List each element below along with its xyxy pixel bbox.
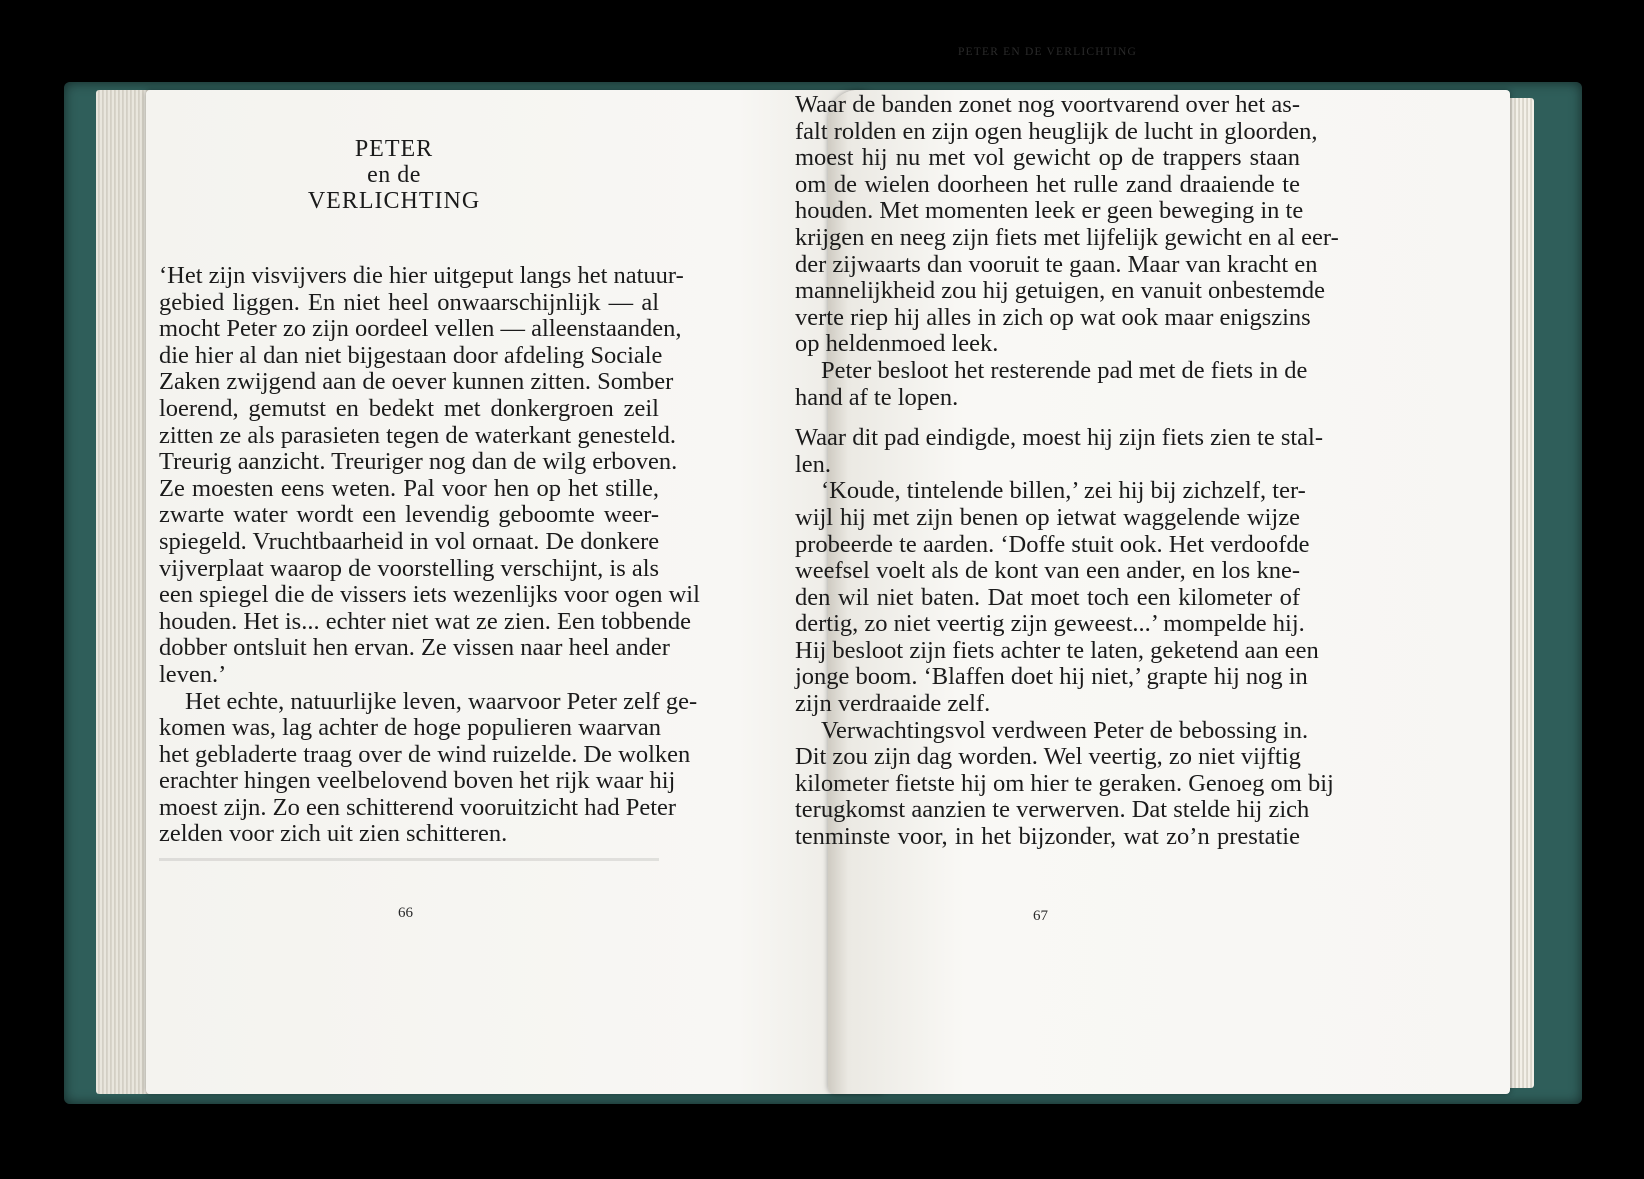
text-line: vijverplaat waarop de voorstelling verschijnt, is als: [159, 554, 660, 582]
left-page-body: [159, 262, 700, 848]
chapter-title-line-2: en de: [367, 162, 421, 188]
text-line: tenminste voor, in het bijzonder, wat zo’n prestatie: [795, 823, 1300, 851]
text-line: om de wielen doorheen het rulle zand draaiende te: [795, 170, 1300, 198]
text-line: houden. Het is... echter niet wat ze zien. Een tobbende: [159, 607, 691, 635]
text-line: loerend, gemutst en bedekt met donkergroen zeil: [159, 394, 659, 422]
text-line: len.: [795, 450, 832, 478]
text-line: Treurig aanzicht. Treuriger nog dan de wilg erboven.: [159, 448, 678, 476]
text-line: zwarte water wordt een levendig geboomte weer-: [159, 501, 659, 529]
text-line: leven.’: [159, 660, 227, 688]
text-line: het gebladerte traag over de wind ruizelde. De wolken: [159, 740, 691, 768]
text-line: mocht Peter zo zijn oordeel vellen — alleenstaanden,: [159, 315, 682, 343]
text-line: krijgen en neeg zijn fiets met lijfelijk gewicht en al eer-: [795, 223, 1339, 251]
text-line: spiegeld. Vruchtbaarheid in vol ornaat. De donkere: [159, 527, 660, 555]
text-line: gebied liggen. En niet heel onwaarschijnlijk — al: [159, 288, 659, 316]
text-line: zijn verdraaide zelf.: [795, 690, 991, 718]
right-page-body: [795, 91, 1339, 851]
text-line: Peter besloot het resterende pad met de fiets in de: [821, 356, 1308, 384]
text-line: ‘Koude, tintelende billen,’ zei hij bij zichzelf, ter-: [821, 477, 1306, 505]
text-line: moest zijn. Zo een schitterend vooruitzicht had Peter: [159, 793, 677, 821]
text-line: kilometer fietste hij om hier te geraken. Genoeg om bij: [795, 769, 1334, 797]
text-line: Zaken zwijgend aan de oever kunnen zitten. Somber: [159, 368, 674, 396]
text-line: wijl hij met zijn benen op ietwat waggelende wijze: [795, 503, 1300, 531]
text-line: een spiegel die de vissers iets wezenlijks voor ogen wil: [159, 581, 700, 609]
page-number-right: 67: [1033, 908, 1048, 924]
text-line: weefsel voelt als de kont van een ander, en los kne-: [795, 557, 1300, 585]
chapter-title-line-1: PETER: [354, 136, 434, 162]
chapter-title: [184, 136, 604, 214]
text-line: Ze moesten eens weten. Pal voor hen op het stille,: [159, 474, 659, 502]
text-line: Waar dit pad eindigde, moest hij zijn fiets zien te stal-: [795, 424, 1324, 452]
text-line: moest hij nu met vol gewicht op de trappers staan: [795, 144, 1300, 172]
text-line: Het echte, natuurlijke leven, waarvoor Peter zelf ge-: [185, 687, 698, 715]
text-line: zelden voor zich uit zien schitteren.: [159, 820, 508, 848]
text-line: Hij besloot zijn fiets achter te laten, geketend aan een: [795, 636, 1319, 664]
text-line: ‘Het zijn visvijvers die hier uitgeput langs het natuur-: [159, 262, 684, 289]
text-line: Dit zou zijn dag worden. Wel veertig, zo niet vijftig: [795, 743, 1301, 771]
text-line: zitten ze als parasieten tegen de waterkant genesteld.: [159, 421, 676, 449]
text-line: die hier al dan niet bijgestaan door afdeling Sociale: [159, 341, 663, 369]
text-line: dertig, zo niet veertig zijn geweest...’ mompelde hij.: [795, 610, 1305, 638]
text-line: Verwachtingsvol verdween Peter de bebossing in.: [821, 716, 1309, 744]
text-line: den wil niet baten. Dat moet toch een kilometer of: [795, 583, 1300, 611]
text-line: houden. Met momenten leek er geen beweging in te: [795, 197, 1304, 225]
text-line: Waar de banden zonet nog voortvarend over het as-: [795, 91, 1300, 118]
show-through-rule: [159, 858, 659, 861]
text-line: jonge boom. ‘Blaffen doet hij niet,’ grapte hij nog in: [795, 663, 1308, 691]
text-line: der zijwaarts dan vooruit te gaan. Maar van kracht en: [795, 250, 1318, 278]
text-line: probeerde te aarden. ‘Doffe stuit ook. Het verdoofde: [795, 530, 1310, 558]
page-number-left: 66: [398, 905, 413, 921]
running-head: PETER EN DE VERLICHTING: [957, 46, 1138, 58]
text-line: terugkomst aanzien te verwerven. Dat stelde hij zich: [795, 796, 1310, 824]
text-line: verte riep hij alles in zich op wat ook maar enigszins: [795, 303, 1311, 331]
chapter-title-line-3: VERLICHTING: [307, 188, 481, 214]
text-line: dobber ontsluit hen ervan. Ze vissen naar heel ander: [159, 634, 670, 662]
text-line: mannelijkheid zou hij getuigen, en vanuit onbestemde: [795, 277, 1326, 305]
text-line: hand af te lopen.: [795, 383, 959, 411]
text-line: op heldenmoed leek.: [795, 330, 999, 358]
text-line: komen was, lag achter de hoge populieren waarvan: [159, 714, 662, 742]
paragraph-gap: [795, 411, 1300, 425]
text-line: falt rolden en zijn ogen heuglijk de lucht in gloorden,: [795, 117, 1318, 145]
text-line: erachter hingen veelbelovend boven het rijk waar hij: [159, 767, 676, 795]
